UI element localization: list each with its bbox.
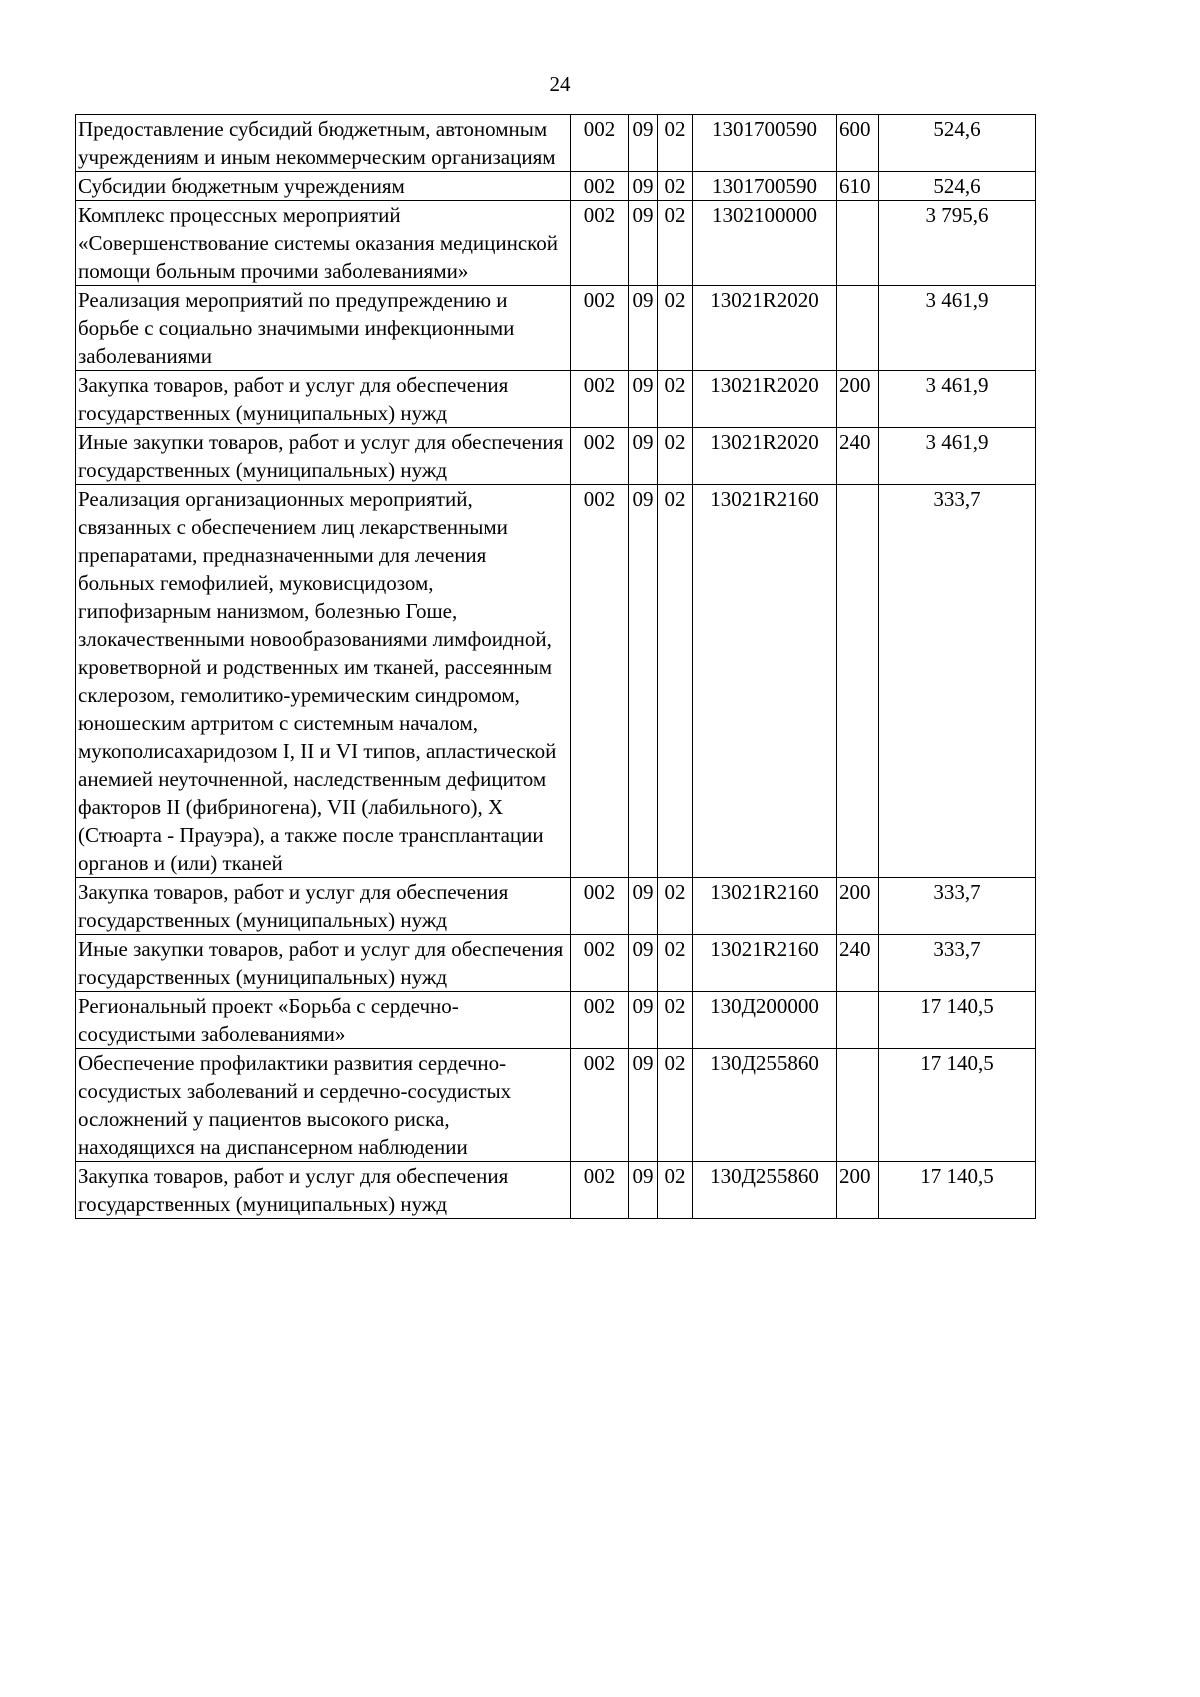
table-row xyxy=(76,286,1036,371)
row-section-code: 09 xyxy=(629,172,658,201)
row-name: Комплекс процессных мероприятий «Совершенствование системы оказания медицинской помощи больным прочими заболеваниями» xyxy=(76,201,571,286)
row-section-code: 09 xyxy=(629,935,658,992)
row-section-code: 09 xyxy=(629,371,658,428)
row-target-article-code: 130Д255860 xyxy=(693,1162,837,1219)
table-row xyxy=(76,1162,1036,1219)
row-name: Закупка товаров, работ и услуг для обеспечения государственных (муниципальных) нужд xyxy=(76,1162,571,1219)
row-expense-type-code xyxy=(837,286,879,371)
row-expense-type-code xyxy=(837,992,879,1049)
row-target-article-code: 13021R2020 xyxy=(693,371,837,428)
row-section-code: 09 xyxy=(629,115,658,172)
row-section-code: 09 xyxy=(629,992,658,1049)
row-grbs-code: 002 xyxy=(571,1049,629,1162)
row-target-article-code: 1301700590 xyxy=(693,172,837,201)
row-amount: 3 795,6 xyxy=(879,201,1036,286)
row-grbs-code: 002 xyxy=(571,935,629,992)
row-name: Иные закупки товаров, работ и услуг для обеспечения государственных (муниципальных) нужд xyxy=(76,428,571,485)
row-amount: 17 140,5 xyxy=(879,992,1036,1049)
row-section-code: 09 xyxy=(629,878,658,935)
row-subsection-code: 02 xyxy=(658,428,693,485)
table-row xyxy=(76,115,1036,172)
row-expense-type-code: 200 xyxy=(837,878,879,935)
row-subsection-code: 02 xyxy=(658,286,693,371)
row-name: Закупка товаров, работ и услуг для обеспечения государственных (муниципальных) нужд xyxy=(76,371,571,428)
row-amount: 333,7 xyxy=(879,935,1036,992)
row-subsection-code: 02 xyxy=(658,485,693,878)
table-row xyxy=(76,992,1036,1049)
row-target-article-code: 13021R2160 xyxy=(693,485,837,878)
row-name: Региональный проект «Борьба с сердечно-сосудистыми заболеваниями» xyxy=(76,992,571,1049)
row-name: Субсидии бюджетным учреждениям xyxy=(76,172,571,201)
row-section-code: 09 xyxy=(629,1049,658,1162)
row-grbs-code: 002 xyxy=(571,201,629,286)
row-name: Закупка товаров, работ и услуг для обеспечения государственных (муниципальных) нужд xyxy=(76,878,571,935)
row-name: Иные закупки товаров, работ и услуг для обеспечения государственных (муниципальных) нужд xyxy=(76,935,571,992)
row-expense-type-code: 200 xyxy=(837,1162,879,1219)
row-name: Обеспечение профилактики развития сердечно-сосудистых заболеваний и сердечно-сосудистых осложнений у пациентов высокого риска, находящихся на диспансерном наблюдении xyxy=(76,1049,571,1162)
row-subsection-code: 02 xyxy=(658,992,693,1049)
row-target-article-code: 13021R2160 xyxy=(693,878,837,935)
table-row xyxy=(76,935,1036,992)
row-grbs-code: 002 xyxy=(571,115,629,172)
table-row xyxy=(76,878,1036,935)
table-row xyxy=(76,485,1036,878)
row-section-code: 09 xyxy=(629,1162,658,1219)
row-target-article-code: 13021R2160 xyxy=(693,935,837,992)
row-grbs-code: 002 xyxy=(571,172,629,201)
row-expense-type-code xyxy=(837,1049,879,1162)
row-amount: 3 461,9 xyxy=(879,428,1036,485)
table-row xyxy=(76,428,1036,485)
row-section-code: 09 xyxy=(629,201,658,286)
row-target-article-code: 13021R2020 xyxy=(693,286,837,371)
row-section-code: 09 xyxy=(629,286,658,371)
table-row xyxy=(76,201,1036,286)
row-amount: 3 461,9 xyxy=(879,286,1036,371)
row-expense-type-code: 610 xyxy=(837,172,879,201)
row-grbs-code: 002 xyxy=(571,286,629,371)
row-amount: 17 140,5 xyxy=(879,1162,1036,1219)
row-target-article-code: 130Д255860 xyxy=(693,1049,837,1162)
row-name: Реализация организационных мероприятий, связанных с обеспечением лиц лекарственными препаратами, предназначенными для лечения больных гемофилией, муковисцидозом, гипофизарным нанизмом, болезнью Гоше, злокачественными новообразованиями лимфоидной, кроветворной и родственных им тканей, рассеянным склерозом, гемолитико-уремическим синдромом, юношеским артритом с системным началом, мукополисахаридозом I, II и VI типов, апластической анемией неуточненной, наследственным дефицитом факторов II (фибриногена), VII (лабильного), X (Стюарта - Прауэра), а также после трансплантации органов и (или) тканей xyxy=(76,485,571,878)
row-subsection-code: 02 xyxy=(658,172,693,201)
table-row xyxy=(76,371,1036,428)
row-expense-type-code: 240 xyxy=(837,428,879,485)
budget-table xyxy=(75,114,1036,1219)
row-expense-type-code: 200 xyxy=(837,371,879,428)
row-target-article-code: 1301700590 xyxy=(693,115,837,172)
row-grbs-code: 002 xyxy=(571,371,629,428)
row-section-code: 09 xyxy=(629,428,658,485)
row-name: Реализация мероприятий по предупреждению и борьбе с социально значимыми инфекционными заболеваниями xyxy=(76,286,571,371)
row-grbs-code: 002 xyxy=(571,1162,629,1219)
row-amount: 524,6 xyxy=(879,172,1036,201)
row-target-article-code: 13021R2020 xyxy=(693,428,837,485)
row-amount: 17 140,5 xyxy=(879,1049,1036,1162)
page-number: 24 xyxy=(549,72,571,96)
row-subsection-code: 02 xyxy=(658,201,693,286)
row-target-article-code: 130Д200000 xyxy=(693,992,837,1049)
row-expense-type-code: 600 xyxy=(837,115,879,172)
row-amount: 3 461,9 xyxy=(879,371,1036,428)
row-amount: 333,7 xyxy=(879,878,1036,935)
row-name: Предоставление субсидий бюджетным, автономным учреждениям и иным некоммерческим организациям xyxy=(76,115,571,172)
row-grbs-code: 002 xyxy=(571,992,629,1049)
row-expense-type-code xyxy=(837,201,879,286)
row-subsection-code: 02 xyxy=(658,878,693,935)
row-subsection-code: 02 xyxy=(658,935,693,992)
row-amount: 524,6 xyxy=(879,115,1036,172)
row-subsection-code: 02 xyxy=(658,371,693,428)
row-expense-type-code: 240 xyxy=(837,935,879,992)
table-row xyxy=(76,1049,1036,1162)
row-expense-type-code xyxy=(837,485,879,878)
row-subsection-code: 02 xyxy=(658,1049,693,1162)
row-target-article-code: 1302100000 xyxy=(693,201,837,286)
table-row xyxy=(76,172,1036,201)
row-grbs-code: 002 xyxy=(571,878,629,935)
row-grbs-code: 002 xyxy=(571,428,629,485)
row-section-code: 09 xyxy=(629,485,658,878)
row-subsection-code: 02 xyxy=(658,115,693,172)
row-subsection-code: 02 xyxy=(658,1162,693,1219)
row-amount: 333,7 xyxy=(879,485,1036,878)
row-grbs-code: 002 xyxy=(571,485,629,878)
